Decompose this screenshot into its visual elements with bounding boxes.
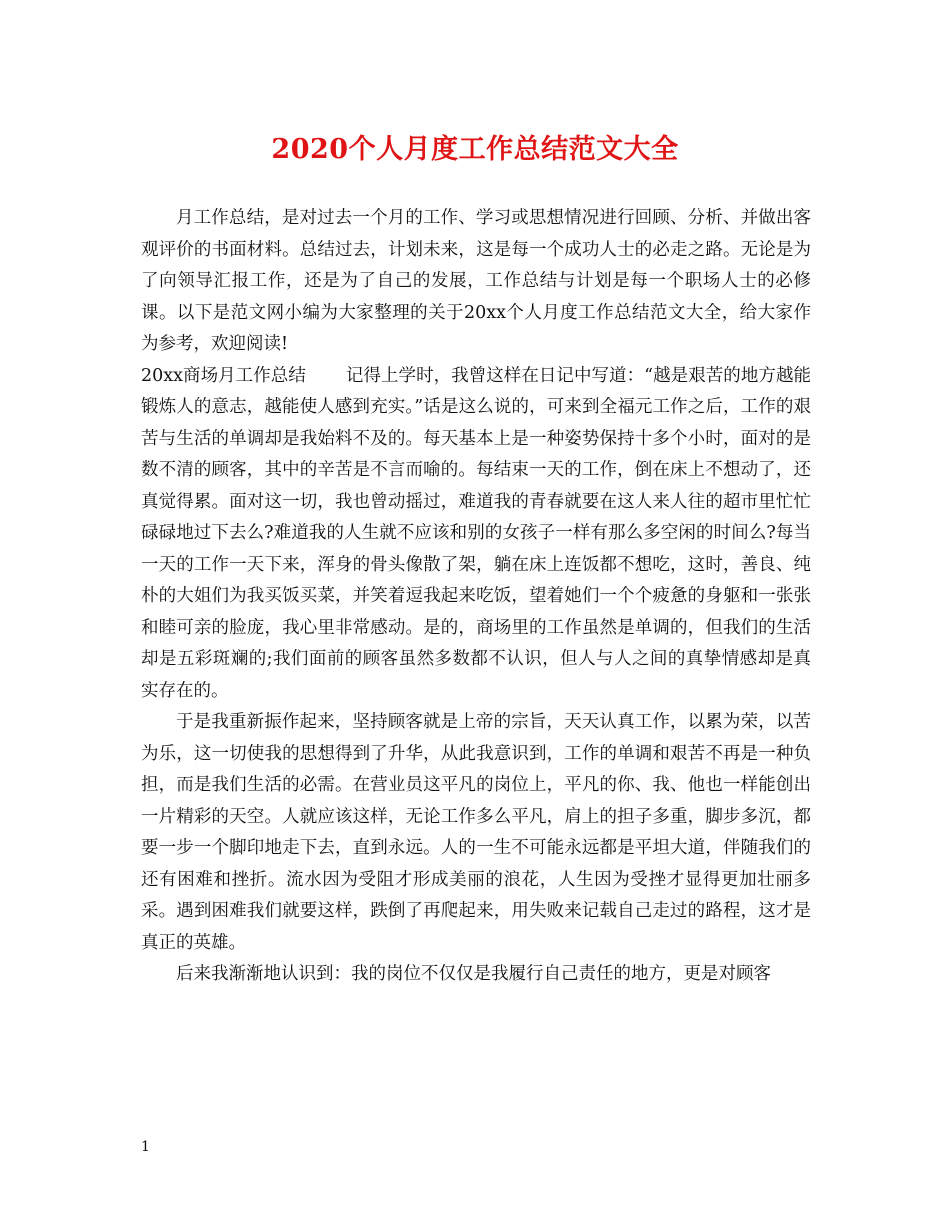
document-body [141,203,811,991]
intro-paragraph: 月工作总结，是对过去一个月的工作、学习或思想情况进行回顾、分析、并做出客观评价的书面材料。总结过去，计划未来，这是每一个成功人士的必走之路。无论是为了向领导汇报工作，还是为了自己的发展，工作总结与计划是每一个职场人士的必修课。以下是范文网小编为大家整理的关于20xx个人月度工作总结范文大全，给大家作为参考，欢迎阅读! [141,208,811,354]
page-number: 1 [141,1139,150,1155]
document-title: 2020个人月度工作总结范文大全 [271,134,679,165]
section-paragraph-text: 记得上学时，我曾这样在日记中写道：“越是艰苦的地方越能锻炼人的意志，越能使人感到充实。”话是这么说的，可来到全福元工作之后，工作的艰苦与生活的单调却是我始料不及的。每天基本上是一种姿势保持十多个小时，面对的是数不清的顾客，其中的辛苦是不言而喻的。每结束一天的工作，倒在床上不想动了，还真觉得累。面对这一切，我也曾动摇过，难道我的青春就要在这人来人往的超市里忙忙碌碌地过下去么?难道我的人生就不应该和别的女孩子一样有那么多空闲的时间么?每当一天的工作一天下来，浑身的骨头像散了架，躺在床上连饭都不想吃，这时，善良、纯朴的大姐们为我买饭买菜，并笑着逗我起来吃饭，望着她们一个个疲惫的身躯和一张张和睦可亲的脸庞，我心里非常感动。是的，商场里的工作虽然是单调的，但我们的生活却是五彩斑斓的;我们面前的顾客虽然多数都不认识，但人与人之间的真挚情感却是真实存在的。 [141,365,811,701]
body-paragraph: 于是我重新振作起来，坚持顾客就是上帝的宗旨，天天认真工作，以累为荣，以苦为乐，这一切使我的思想得到了升华，从此我意识到，工作的单调和艰苦不再是一种负担，而是我们生活的必需。在营业员这平凡的岗位上，平凡的你、我、他也一样能创出一片精彩的天空。人就应该这样，无论工作多么平凡，肩上的担子多重，脚步多沉，都要一步一个脚印地走下去，直到永远。人的一生不可能永远都是平坦大道，伴随我们的还有困难和挫折。流水因为受阻才形成美丽的浪花，人生因为受挫才显得更加壮丽多采。遇到困难我们就要这样，跌倒了再爬起来，用失败来记载自己走过的路程，这才是真正的英雄。 [141,712,811,953]
section-paragraph [141,361,811,708]
body-paragraph-continued: 后来我渐渐地认识到：我的岗位不仅仅是我履行自己责任的地方，更是对顾客 [176,964,771,984]
section-heading: 20xx商场月工作总结 [141,365,306,386]
